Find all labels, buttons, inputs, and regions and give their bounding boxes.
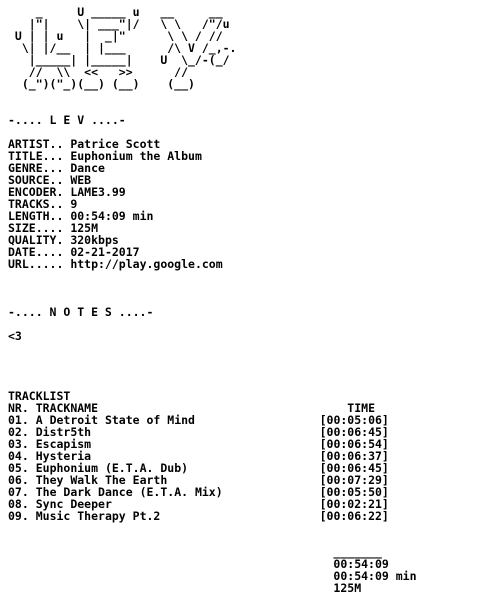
info-key: ARTIST.. [8,137,64,151]
blank-line [8,366,417,378]
header-trackname: TRACKNAME [35,401,341,415]
info-key: SOURCE.. [8,173,64,187]
ascii-logo-line: // \\ << >> // [8,65,189,79]
track-time: [00:06:45] [319,461,389,475]
track-row [8,510,417,522]
blank-line [8,90,417,102]
track-name: Hysteria [35,449,313,463]
info-key: TRACKS.. [8,197,64,211]
notes-banner: -.... N O T E S ....- [8,305,154,319]
info-row-url [8,258,417,270]
header-banner: -.... L E V ....- [8,113,126,127]
header-nr: NR. [8,401,29,415]
track-time: [00:06:54] [319,437,389,451]
blank-line [8,342,417,354]
blank-line [8,522,417,534]
track-nr: 09. [8,509,29,523]
track-nr: 06. [8,473,29,487]
track-nr: 05. [8,461,29,475]
track-name: Escapism [35,437,313,451]
info-key: LENGTH.. [8,209,64,223]
total-time: 00:54:09 [333,557,389,571]
info-value: 125M [70,221,99,235]
info-value: http://play.google.com [70,257,223,271]
track-time: [00:02:21] [319,497,389,511]
track-nr: 04. [8,449,29,463]
blank-line [8,354,417,366]
info-value: 320kbps [70,233,119,247]
info-value: LAME3.99 [70,185,126,199]
track-time: [00:05:50] [319,485,389,499]
track-name: Euphonium (E.T.A. Dub) [35,461,313,475]
track-name: Music Therapy Pt.2 [35,509,313,523]
ascii-logo-line: |"| \| ___"|/ \ \ /"/u [8,17,230,31]
info-value: Euphonium the Album [70,149,202,163]
info-key: URL..... [8,257,64,271]
track-name: The Dark Dance (E.T.A. Mix) [35,485,313,499]
track-time: [00:07:29] [319,473,389,487]
blank-line [8,270,417,282]
info-value: 00:54:09 min [70,209,154,223]
tracklist-title: TRACKLIST [8,389,71,403]
track-name: Sync Deeper [35,497,313,511]
track-nr: 08. [8,497,29,511]
info-key: TITLE... [8,149,64,163]
track-name: A Detroit State of Mind [35,413,313,427]
ascii-logo-line: \| |/__ | |___ /\ V /_,-. [8,41,237,55]
ascii-logo-line: (_")("_)(__) (__) (__) [8,77,195,91]
track-nr: 07. [8,485,29,499]
info-value: 02-21-2017 [70,245,140,259]
info-value: 9 [70,197,78,211]
track-nr: 01. [8,413,29,427]
ascii-logo-line: _ U _____ u __ __ [8,5,223,19]
info-value: Dance [70,161,105,175]
totals-size-line [8,582,417,594]
blank-line [8,318,417,330]
info-key: ENCODER. [8,185,64,199]
info-value: WEB [70,173,92,187]
info-value: Patrice Scott [70,137,161,151]
track-name: Distr5th [35,425,313,439]
info-key: DATE.... [8,245,64,259]
info-key: SIZE.... [8,221,64,235]
totals-divider: _______ [333,545,382,559]
nfo-document [8,6,417,594]
ascii-logo-line: |_____| |_____| U \_/-(_/ [8,53,230,67]
header-time: TIME [347,401,375,415]
track-time: [00:06:22] [319,509,389,523]
track-nr: 02. [8,425,29,439]
track-time: [00:06:45] [319,425,389,439]
notes-text: <3 [8,329,22,343]
track-time: [00:05:06] [319,413,389,427]
track-time: [00:06:37] [319,449,389,463]
track-nr: 03. [8,437,29,451]
track-name: They Walk The Earth [35,473,313,487]
ascii-logo-line: U | | u | _|" \ \ / // [8,29,223,43]
blank-line [8,282,417,294]
total-size: 125M [333,581,362,595]
total-length: 00:54:09 min [333,569,417,583]
info-key: GENRE... [8,161,64,175]
info-key: QUALITY. [8,233,64,247]
